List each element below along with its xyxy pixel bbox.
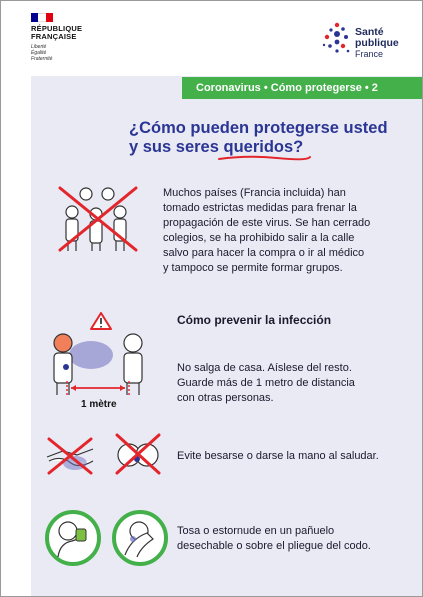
republique-line: RÉPUBLIQUE — [31, 24, 83, 33]
republique-francaise-logo — [31, 13, 82, 62]
intro-line: colegios, se ha prohibido salir a la calle — [163, 232, 355, 244]
prevention-heading: Cómo prevenir la infección — [177, 313, 332, 327]
spf-sante: Santé — [355, 26, 384, 38]
sante-publique-dots-icon — [319, 19, 355, 59]
sante-publique-france-logo — [319, 19, 404, 59]
item-line: con otras personas. — [177, 392, 274, 404]
item-line: Guarde más de 1 metro de distancia — [177, 377, 355, 389]
spf-publique: publique — [355, 37, 399, 49]
distance-illustration — [41, 309, 156, 414]
cough-tissue-icon — [44, 509, 102, 567]
prevention-item-3 — [177, 524, 371, 554]
intro-line: tomado estrictas medidas para frenar la — [163, 202, 357, 214]
item-line: Tosa o estornude en un pañuelo — [177, 525, 335, 537]
republique-title — [31, 25, 82, 41]
intro-line: Muchos países (Francia incluida) han — [163, 187, 346, 199]
title-line-1: ¿Cómo pueden protegerse usted — [129, 119, 388, 137]
no-groups-illustration — [56, 184, 141, 254]
prevention-item-2 — [177, 449, 379, 464]
cough-elbow-icon — [111, 509, 169, 567]
section-tag: Coronavirus • Cómo protegerse • 2 — [182, 77, 422, 99]
no-kiss-icon — [111, 431, 166, 476]
intro-paragraph — [163, 186, 370, 276]
motto — [31, 44, 82, 62]
title-underline — [217, 154, 312, 162]
spf-france: France — [355, 49, 384, 59]
no-handshake-icon — [43, 433, 98, 478]
sante-publique-text — [355, 27, 399, 60]
prevention-item-1 — [177, 361, 355, 406]
title-line-2: y sus seres queridos? — [129, 138, 304, 156]
intro-line: salvo para hacer la compra o ir al médico — [163, 247, 365, 259]
francaise-line: FRANÇAISE — [31, 32, 77, 41]
item-line: Evite besarse o darse la mano al saludar. — [177, 450, 379, 462]
item-line: desechable o sobre el pliegue del codo. — [177, 540, 371, 552]
intro-line: y tampoco se permite formar grupos. — [163, 262, 343, 274]
distance-label: 1 mètre — [81, 399, 117, 410]
item-line: No salga de casa. Aíslese del resto. — [177, 362, 352, 374]
french-flag-icon — [31, 13, 53, 22]
motto-liberte: Liberté — [31, 44, 47, 50]
header — [1, 1, 422, 76]
motto-egalite: Égalité — [31, 50, 47, 56]
page-title — [129, 119, 404, 157]
motto-fraternite: Fraternité — [31, 56, 53, 62]
intro-line: propagación de este virus. Se han cerrado — [163, 217, 371, 229]
